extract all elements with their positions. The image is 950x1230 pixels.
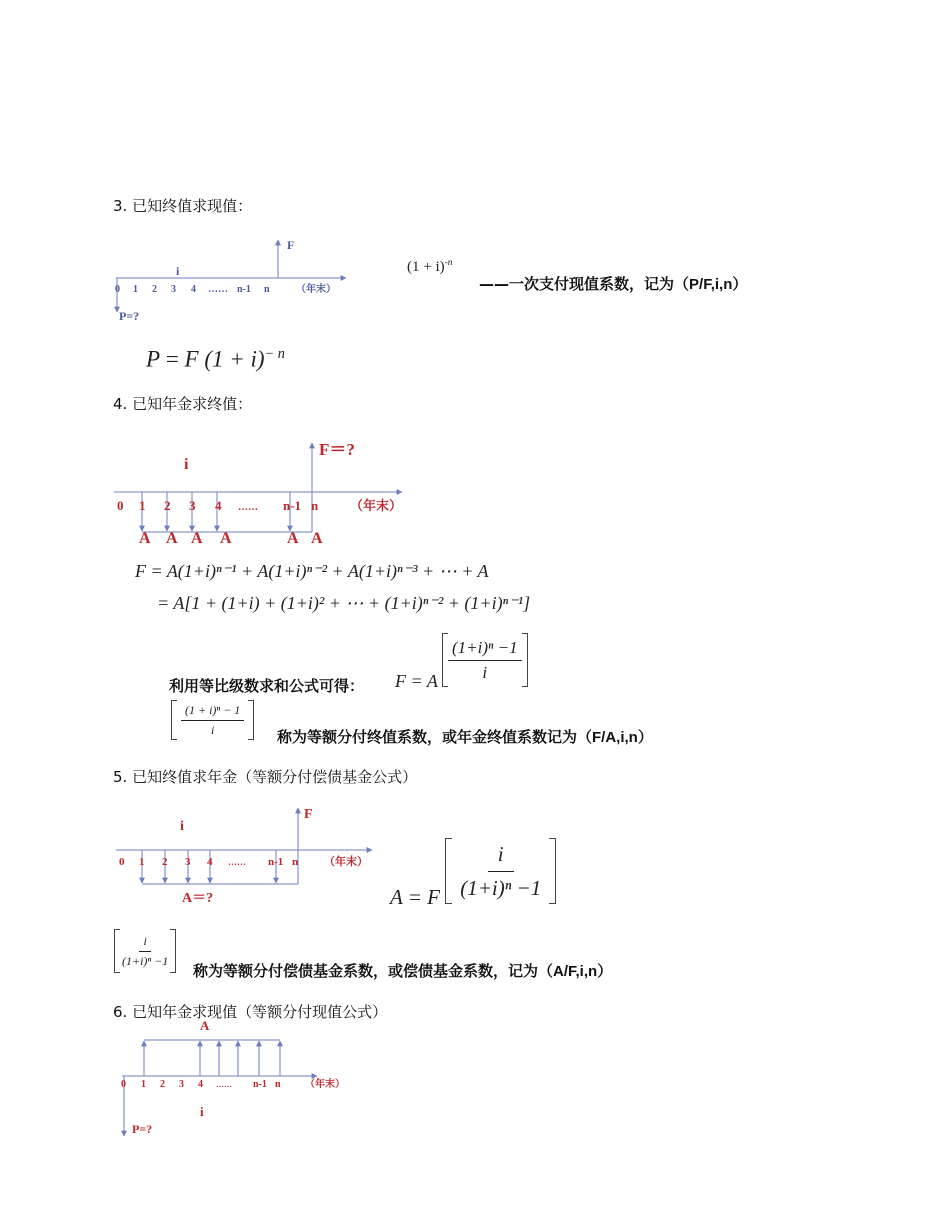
section-6-cashflow-diagram xyxy=(112,1018,362,1142)
geometric-series-note: 利用等比级数求和公式可得： xyxy=(169,677,365,695)
fa-factor-symbol: $\frac{\text{(1 + i)ⁿ − 1}}{i}$ xyxy=(171,700,254,744)
tick-label: n-1 xyxy=(237,284,251,295)
pf-factor-expression: $(1 + i)^{-n}$ xyxy=(407,258,453,275)
tick-label: …… xyxy=(216,1080,232,1089)
rate-label: i xyxy=(180,819,184,834)
pf-factor-description: ——一次支付现值系数，记为（P/F,i,n） xyxy=(479,275,748,293)
tick-label: 1 xyxy=(139,498,146,513)
tick-label: 1 xyxy=(141,1079,146,1090)
tick-label: 1 xyxy=(133,284,138,295)
tick-label: …… xyxy=(228,857,246,867)
tick-label: n-1 xyxy=(268,856,284,868)
tick-label: n-1 xyxy=(283,498,302,513)
tick-label: n xyxy=(275,1079,281,1090)
section-4-cashflow-diagram xyxy=(112,435,412,547)
payment-label: A xyxy=(311,530,323,547)
tick-label: n-1 xyxy=(253,1079,267,1090)
pf-formula: P = F $(1 + i)^{- n}$ xyxy=(146,346,285,372)
unit-label: （年末） xyxy=(324,856,368,868)
tick-label: 4 xyxy=(191,284,196,295)
payment-label: A xyxy=(287,530,299,547)
tick-label: 3 xyxy=(185,856,191,868)
top-label: F＝? xyxy=(319,440,355,459)
payment-label: A xyxy=(166,530,178,547)
tick-label: 4 xyxy=(207,856,213,868)
rate-label: i xyxy=(184,456,189,473)
tick-label: 0 xyxy=(121,1079,126,1090)
tick-label: 2 xyxy=(160,1079,165,1090)
af-formula: A = F $\frac{i}{\text{(1+i)ⁿ −1}}$ xyxy=(390,838,556,910)
tick-label: …… xyxy=(238,502,258,513)
tick-label: 3 xyxy=(171,284,176,295)
unit-label: （年末） xyxy=(305,1079,345,1090)
tick-label: n xyxy=(311,498,319,513)
bottom-label: P=? xyxy=(119,309,140,323)
top-label: F xyxy=(304,807,313,822)
tick-label: 2 xyxy=(164,498,171,513)
af-factor-symbol: $\frac{i}{\text{(1+i)ⁿ −1}}$ xyxy=(114,929,176,977)
top-label: F xyxy=(287,238,295,252)
tick-label: 2 xyxy=(162,856,168,868)
tick-label: …… xyxy=(208,284,228,295)
payment-label: A xyxy=(220,530,232,547)
tick-label: 0 xyxy=(119,856,125,868)
fa-closed-form-formula: F = A $\frac{\text{(1+i)ⁿ −1}}{i}$ xyxy=(395,633,528,692)
tick-label: 4 xyxy=(198,1079,203,1090)
formula-bracket: $\frac{\text{(1+i)ⁿ −1}}{i}$ xyxy=(442,633,528,687)
fa-series-formula-line1: F = A(1+i)ⁿ⁻¹ + A(1+i)ⁿ⁻² + A(1+i)ⁿ⁻³ + ⋯ + A xyxy=(135,561,489,581)
bottom-label: P=? xyxy=(132,1122,153,1136)
fa-factor-description: 称为等额分付终值系数，或年金终值系数记为（F/A,i,n） xyxy=(277,728,653,746)
section-5-heading: 5. 已知终值求年金（等额分付偿债基金公式） xyxy=(113,768,418,786)
section-5-cashflow-diagram xyxy=(112,802,382,908)
tick-label: 2 xyxy=(152,284,157,295)
payment-label: A xyxy=(191,530,203,547)
tick-label: 1 xyxy=(139,856,145,868)
section-6-heading: 6. 已知年金求现值（等额分付现值公式） xyxy=(113,1003,388,1021)
unit-label: （年末） xyxy=(296,284,336,295)
payment-label: A xyxy=(139,530,151,547)
tick-label: 0 xyxy=(115,284,120,295)
rate-label: i xyxy=(176,264,180,278)
tick-label: 4 xyxy=(215,498,222,513)
tick-label: 3 xyxy=(179,1079,184,1090)
tick-label: n xyxy=(264,284,270,295)
af-factor-description: 称为等额分付偿债基金系数，或偿债基金系数，记为（A/F,i,n） xyxy=(193,962,613,980)
section-3-cashflow-diagram xyxy=(112,232,352,324)
section-3-heading: 3. 已知终值求现值： xyxy=(113,197,253,215)
unit-label: （年末） xyxy=(350,498,403,513)
tick-label: n xyxy=(292,856,299,868)
fa-series-formula-line2: = A[1 + (1+i) + (1+i)² + ⋯ + (1+i)ⁿ⁻² + (1+i)ⁿ⁻¹] xyxy=(157,593,531,613)
tick-label: 3 xyxy=(189,498,196,513)
rate-label: i xyxy=(200,1104,204,1119)
section-4-heading: 4. 已知年金求终值： xyxy=(113,395,253,413)
bottom-label: A＝? xyxy=(182,891,214,906)
tick-label: 0 xyxy=(117,498,124,513)
top-label: A xyxy=(200,1018,210,1033)
